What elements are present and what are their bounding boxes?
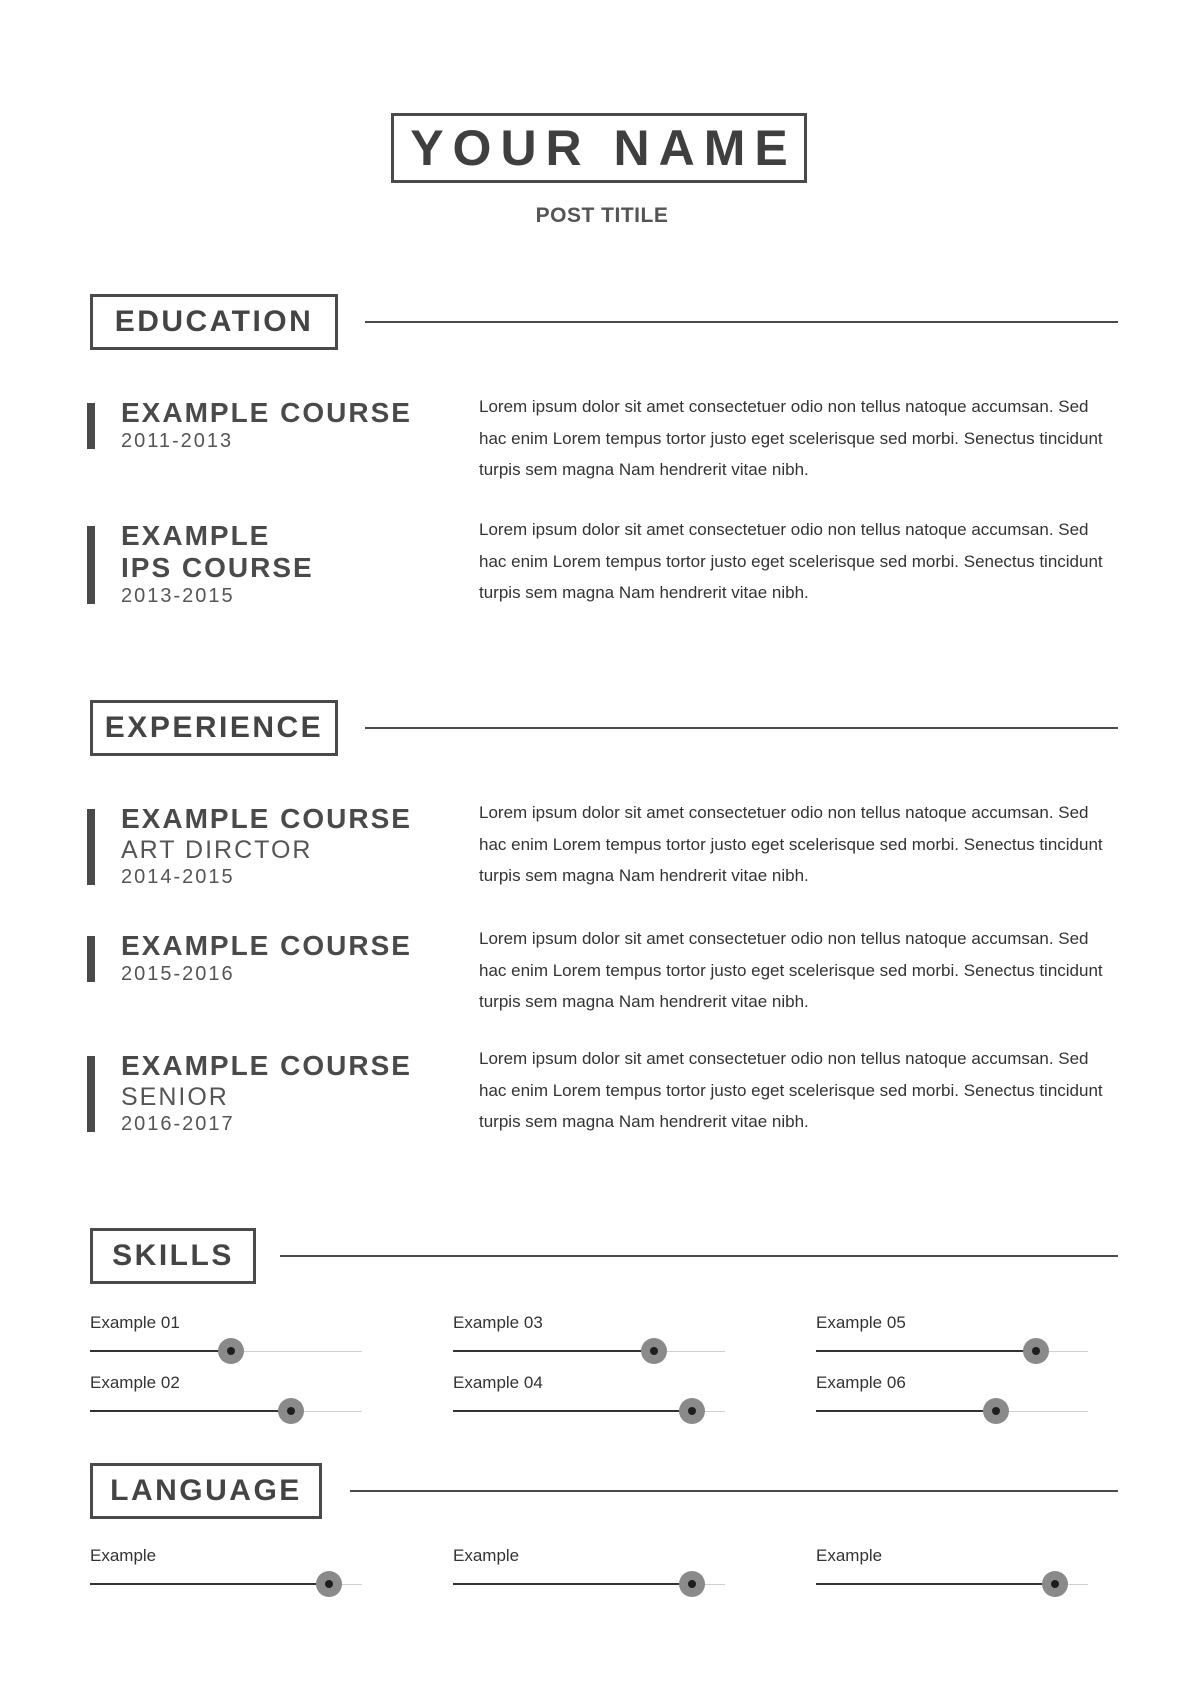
skill-label: Example 02 [90, 1373, 180, 1392]
slider-fill [816, 1583, 1055, 1585]
language-slider-3[interactable] [816, 1546, 1088, 1586]
language-heading-box [90, 1463, 322, 1519]
skill-slider-2[interactable] [90, 1373, 362, 1413]
skill-label: Example 03 [453, 1313, 543, 1332]
slider-fill [90, 1410, 291, 1412]
slider-fill [816, 1410, 996, 1412]
slider-knob[interactable] [641, 1338, 667, 1364]
education-description-2: Lorem ipsum dolor sit amet consectetuer odio non tellus natoque accumsan. Sed hac enim Lorem tempus tortor justo eget scelerisque sed morbi. Senectus tincidunt turpis sem magna Nam hendrerit vitae nibh. [479, 520, 1103, 602]
education-divider [365, 321, 1118, 323]
course-title-line1: EXAMPLE [121, 520, 271, 551]
slider-fill [453, 1350, 654, 1352]
experience-description-1: Lorem ipsum dolor sit amet consectetuer odio non tellus natoque accumsan. Sed hac enim Lorem tempus tortor justo eget scelerisque sed morbi. Senectus tincidunt turpis sem magna Nam hendrerit vitae nibh. [479, 803, 1103, 885]
skill-label: Example 01 [90, 1313, 180, 1332]
skills-divider [280, 1255, 1118, 1257]
course-years: 2011-2013 [121, 430, 234, 452]
entry-marker-bar [87, 1056, 95, 1132]
language-heading: LANGUAGE [110, 1474, 302, 1507]
skills-heading: SKILLS [112, 1239, 234, 1272]
course-role: SENIOR [121, 1083, 229, 1111]
skill-slider-6[interactable] [816, 1373, 1088, 1413]
course-years: 2013-2015 [121, 585, 235, 607]
skill-slider-4[interactable] [453, 1373, 725, 1413]
slider-knob[interactable] [1023, 1338, 1049, 1364]
skill-label: Example 06 [816, 1373, 906, 1392]
slider-knob[interactable] [679, 1398, 705, 1424]
slider-knob[interactable] [679, 1571, 705, 1597]
skills-heading-box [90, 1228, 256, 1284]
slider-fill [453, 1583, 692, 1585]
experience-description-2: Lorem ipsum dolor sit amet consectetuer odio non tellus natoque accumsan. Sed hac enim Lorem tempus tortor justo eget scelerisque sed morbi. Senectus tincidunt turpis sem magna Nam hendrerit vitae nibh. [479, 929, 1103, 1011]
slider-knob[interactable] [1042, 1571, 1068, 1597]
language-label: Example [453, 1546, 520, 1565]
course-years: 2014-2015 [121, 866, 235, 888]
education-description-1: Lorem ipsum dolor sit amet consectetuer odio non tellus natoque accumsan. Sed hac enim Lorem tempus tortor justo eget scelerisque sed morbi. Senectus tincidunt turpis sem magna Nam hendrerit vitae nibh. [479, 397, 1103, 479]
course-title: EXAMPLE COURSE [121, 397, 412, 428]
slider-knob[interactable] [983, 1398, 1009, 1424]
skill-slider-5[interactable] [816, 1313, 1088, 1353]
slider-fill [90, 1583, 329, 1585]
slider-fill [453, 1410, 692, 1412]
entry-marker-bar [87, 403, 95, 449]
education-heading: EDUCATION [114, 305, 314, 338]
skill-slider-3[interactable] [453, 1313, 725, 1353]
language-slider-1[interactable] [90, 1546, 362, 1586]
course-title-line2: IPS COURSE [121, 552, 314, 583]
skill-label: Example 05 [816, 1313, 906, 1332]
entry-marker-bar [87, 936, 95, 982]
entry-marker-bar [87, 526, 95, 604]
language-divider [350, 1490, 1118, 1492]
course-years: 2016-2017 [121, 1113, 235, 1135]
language-label: Example [816, 1546, 883, 1565]
slider-knob[interactable] [278, 1398, 304, 1424]
slider-fill [90, 1350, 231, 1352]
course-role: ART DIRCTOR [121, 836, 313, 864]
post-title: POST TITILE [535, 204, 669, 227]
experience-description-3: Lorem ipsum dolor sit amet consectetuer odio non tellus natoque accumsan. Sed hac enim Lorem tempus tortor justo eget scelerisque sed morbi. Senectus tincidunt turpis sem magna Nam hendrerit vitae nibh. [479, 1049, 1103, 1131]
slider-knob[interactable] [218, 1338, 244, 1364]
education-heading-box [90, 294, 338, 350]
course-title: EXAMPLE COURSE [121, 803, 412, 834]
experience-heading-box [90, 700, 338, 756]
name-text: YOUR NAME [410, 120, 797, 176]
entry-marker-bar [87, 809, 95, 885]
course-title: EXAMPLE COURSE [121, 1050, 412, 1081]
experience-divider [365, 727, 1118, 729]
name-box [391, 113, 807, 183]
skill-label: Example 04 [453, 1373, 543, 1392]
slider-fill [816, 1350, 1036, 1352]
slider-knob[interactable] [316, 1571, 342, 1597]
skill-slider-1[interactable] [90, 1313, 362, 1353]
language-label: Example [90, 1546, 157, 1565]
course-years: 2015-2016 [121, 963, 235, 985]
experience-heading: EXPERIENCE [104, 711, 324, 744]
language-slider-2[interactable] [453, 1546, 725, 1586]
course-title: EXAMPLE COURSE [121, 930, 412, 961]
